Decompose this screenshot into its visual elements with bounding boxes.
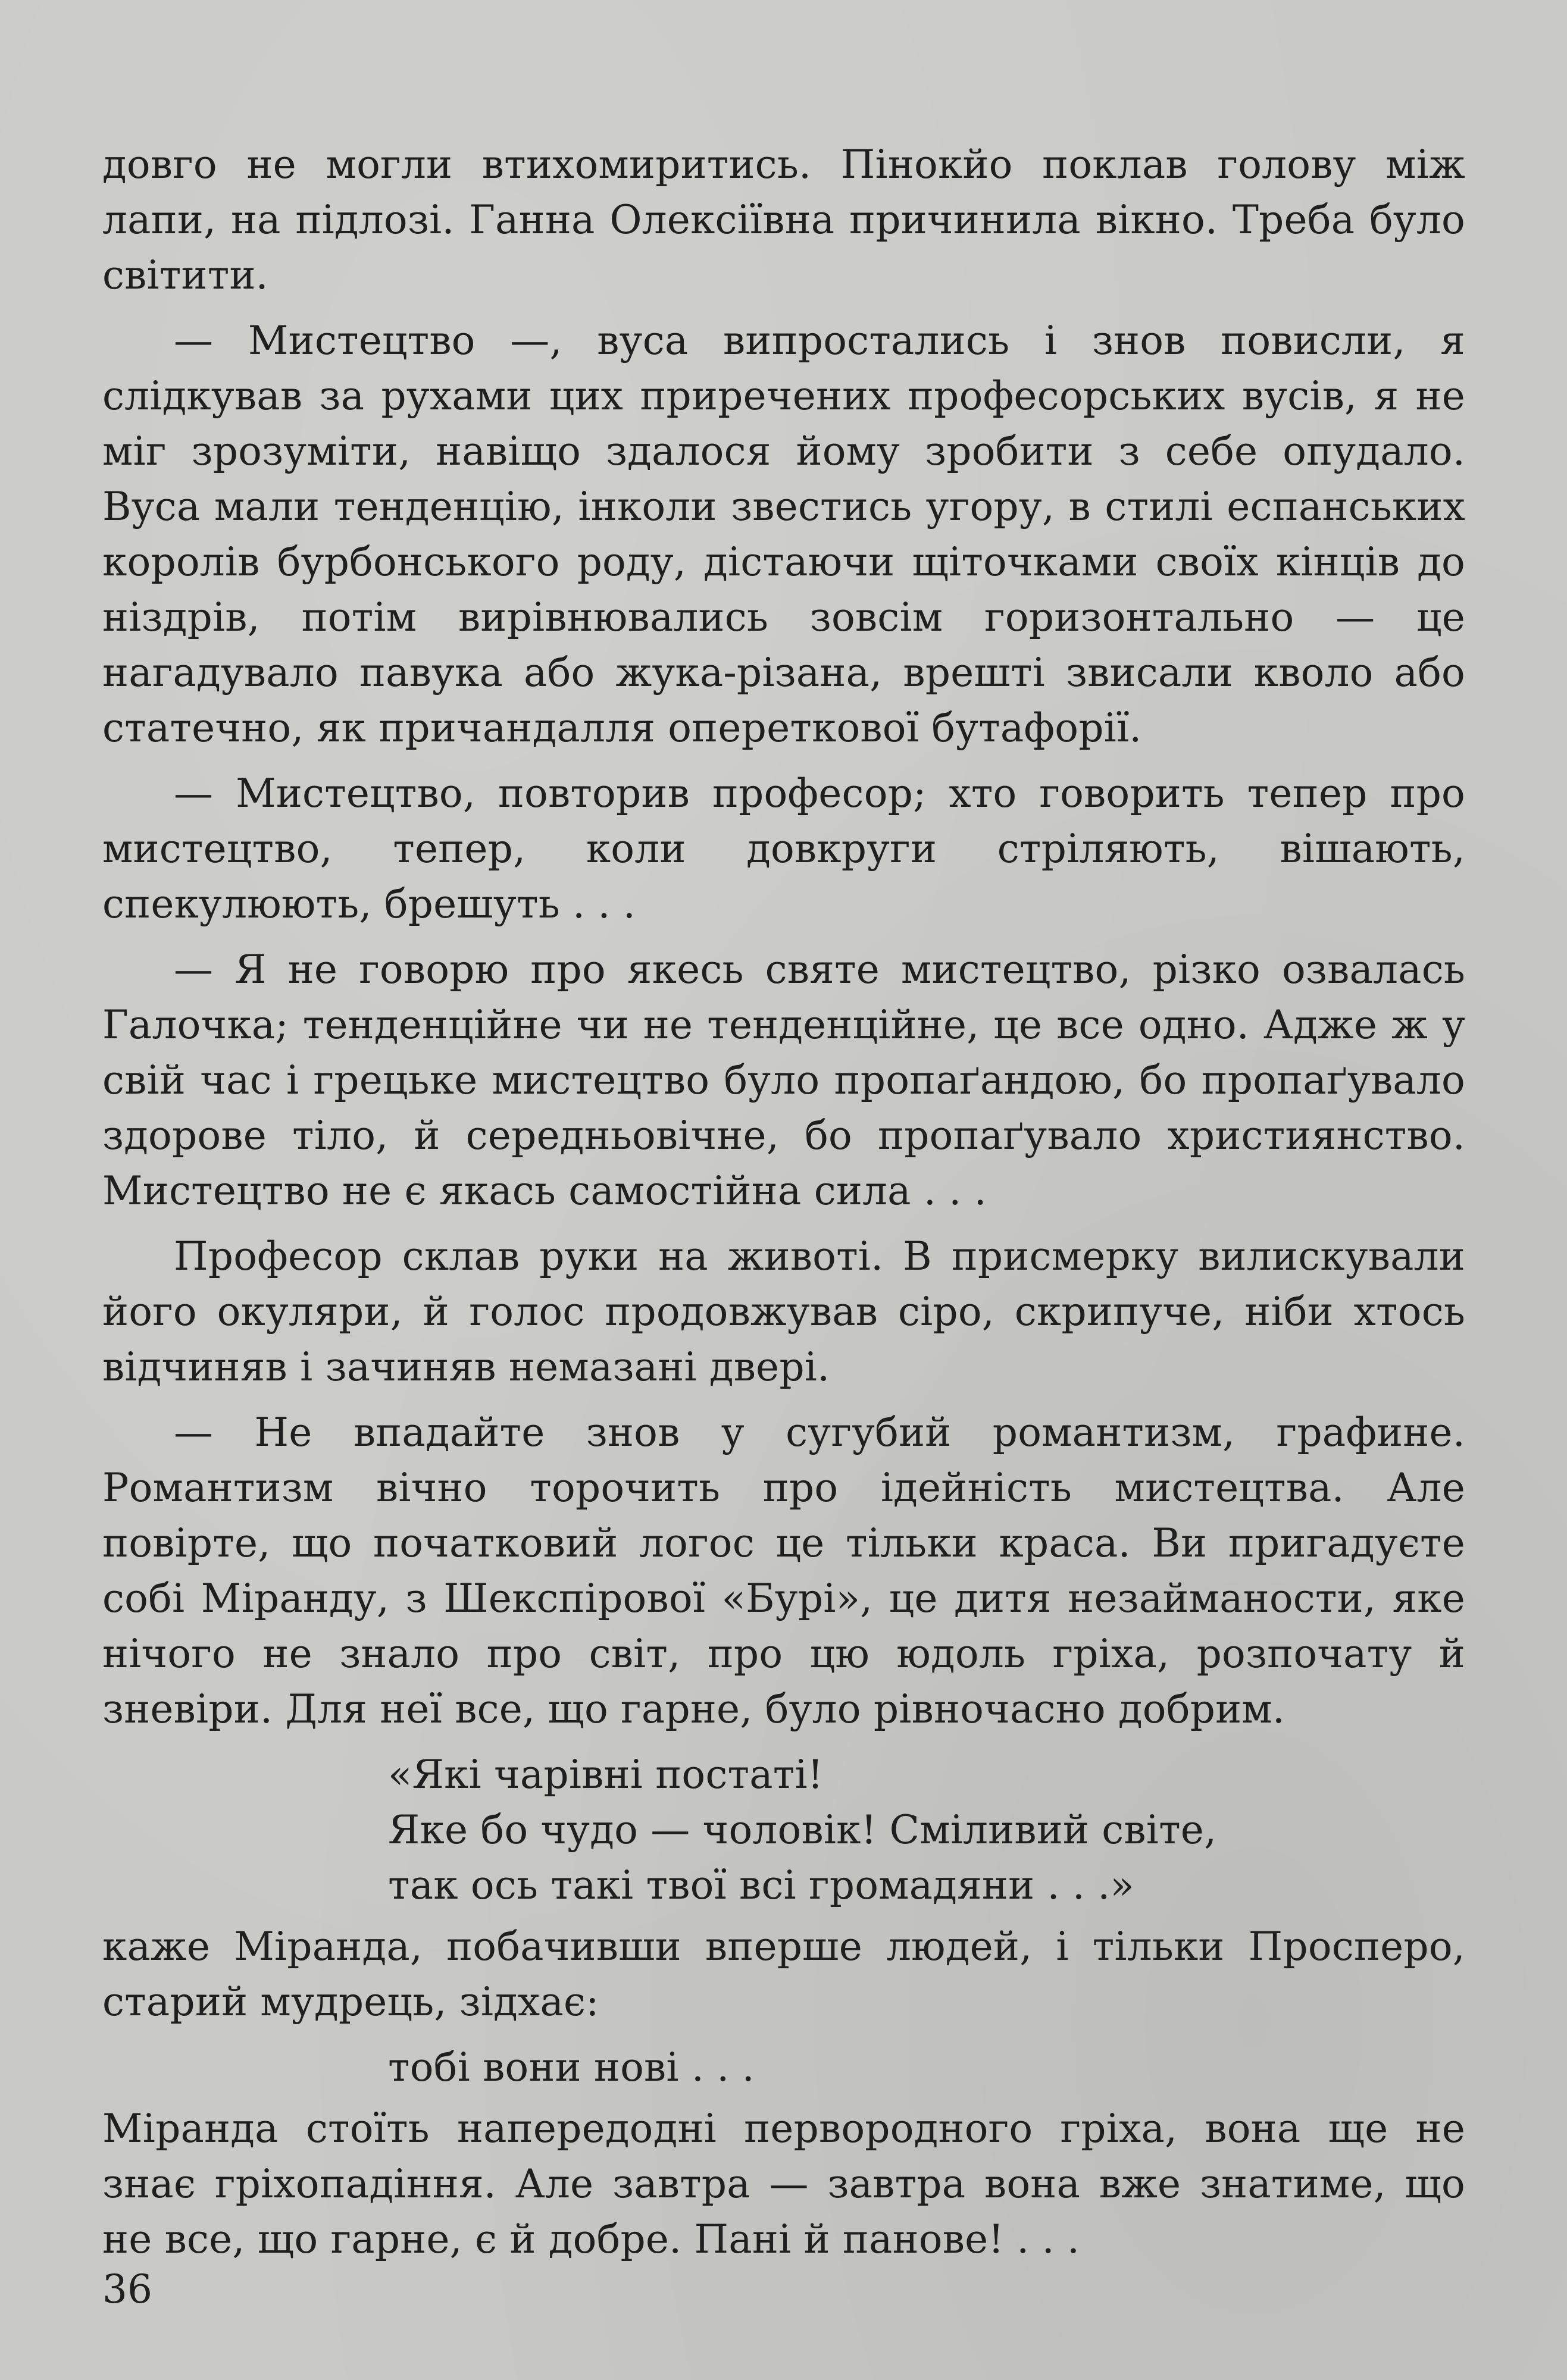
paragraph-8: Міранда стоїть напередодні первородного гріха, вона ще не знає гріхопадіння. Але завтра — завтра вона вже знатиме, що не все, що гарне, є й добре. Пані й панове! . . . [102, 2106, 1465, 2262]
verse-line: тобі вони нові . . . [388, 2044, 755, 2090]
paragraph-5: Професор склав руки на животі. В присмерку вилискували його окуляри, й голос продовжував сіро, скрипуче, ніби хтось відчиняв і зачиняв немазані двері. [102, 1233, 1465, 1390]
page-number: 36 [102, 2266, 152, 2312]
paragraph-4: — Я не говорю про якесь святе мистецтво, різко озвалась Галочка; тенденційне чи не тенденційне, це все одно. Адже ж у свій час і грецьке мистецтво було пропаґандою, бо пропаґувало здорове тіло, й середньовічне, бо пропаґувало християнство. Мистецтво не є якась самостійна сила . . . [102, 947, 1465, 1214]
paragraph-7: каже Міранда, побачивши вперше людей, і тільки Просперо, старий мудрець, зідхає: [102, 1924, 1465, 2025]
verse-quote-miranda [388, 1747, 1465, 1913]
paragraph-1: довго не могли втихомиритись. Пінокйо поклав голову між лапи, на підлозі. Ганна Олексіївна причинила вікно. Треба було світити. [102, 142, 1465, 298]
verse-quote-prospero [388, 2040, 1465, 2095]
page-body-text [102, 137, 1465, 2277]
verse-line: «Які чарівні постаті! [388, 1752, 824, 1797]
verse-line: Яке бо чудо — чоловік! Сміливий світе, [388, 1807, 1217, 1853]
paragraph-2: — Мистецтво —, вуса випростались і знов повисли, я слідкував за рухами цих приречених професорських вусів, я не міг зрозуміти, навіщо здалося йому зробити з себе опудало. Вуса мали тенденцію, інколи звестись угору, в стилі еспанських королів бурбонського роду, дістаючи щіточками своїх кінців до ніздрів, потім вирівнювались зовсім горизонтально — це нагадувало павука або жука-різана, врешті звисали кволо або статечно, як причандалля оперетковoї бутафорії. [102, 318, 1465, 751]
paragraph-6: — Не впадайте знов у сугубий романтизм, графине. Романтизм вічно торочить про ідейність мистецтва. Але повірте, що початковий логос це тільки краса. Ви пригадуєте собі Міранду, з Шекспірової «Бурі», це дитя незайманости, яке нічого не знало про світ, про цю юдоль гріха, розпочату й зневіри. Для неї все, що гарне, було рівночасно добрим. [102, 1410, 1465, 1732]
verse-line: так ось такі твої всі громадяни . . .» [388, 1862, 1134, 1908]
paragraph-3: — Мистецтво, повторив професор; хто говорить тепер про мистецтво, тепер, коли довкруги стріляють, вішають, спекулюють, брешуть . . . [102, 771, 1465, 927]
